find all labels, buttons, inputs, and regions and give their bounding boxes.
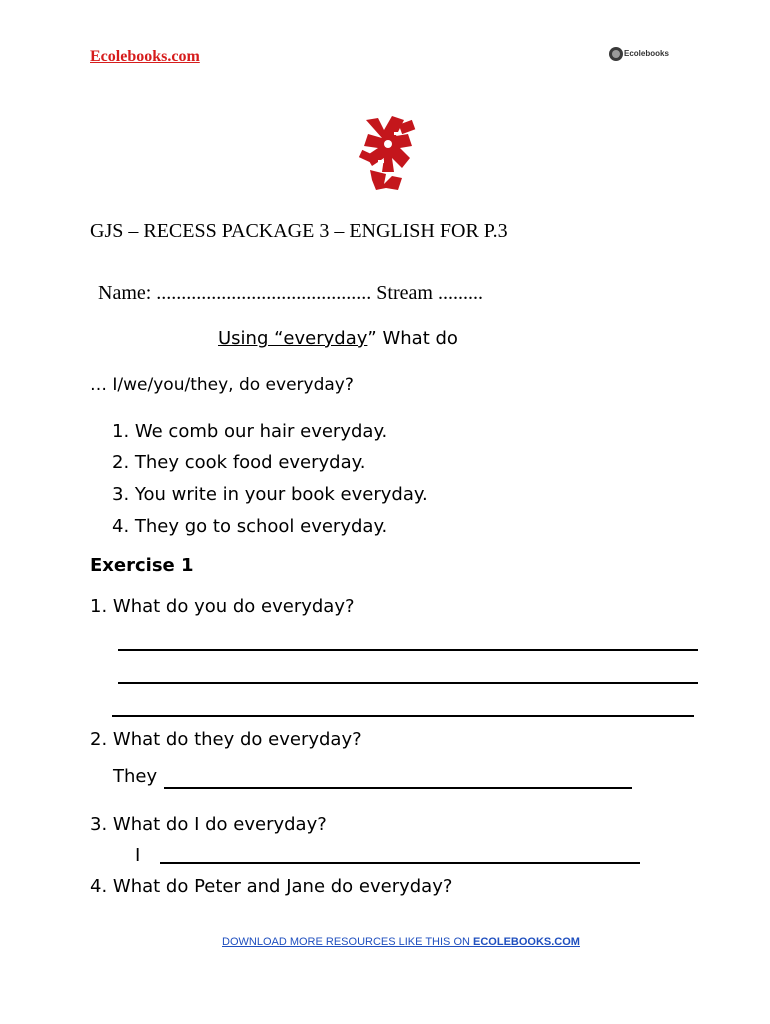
footer-link[interactable]: ECOLEBOOKS.COM [473, 936, 580, 948]
answer-prefix: I [135, 845, 141, 866]
exercise-title: Exercise 1 [90, 555, 194, 576]
ecolebooks-logo [608, 46, 669, 64]
exercise-question: 1. What do you do everyday? [90, 596, 355, 617]
name-stream-line: Name: ........................................... Stream ......... [98, 282, 483, 304]
site-link[interactable]: Ecolebooks.com [90, 48, 200, 65]
lesson-heading [218, 328, 458, 349]
page-title: GJS – RECESS PACKAGE 3 – ENGLISH FOR P.3 [90, 220, 508, 242]
footer-text: DOWNLOAD MORE RESOURCES LIKE THIS ON [222, 936, 474, 948]
school-crest-icon [356, 114, 426, 192]
footer-download-link[interactable] [222, 936, 580, 948]
lesson-question: … I/we/you/they, do everyday? [90, 375, 354, 395]
exercise-question: 2. What do they do everyday? [90, 729, 362, 750]
logo-icon [608, 46, 624, 62]
exercise-question: 3. What do I do everyday? [90, 814, 327, 835]
answer-line[interactable] [118, 649, 698, 651]
answer-prefix: They [113, 766, 158, 787]
example-item: 1. We comb our hair everyday. [112, 421, 388, 442]
example-item: 4. They go to school everyday. [112, 516, 388, 537]
answer-line[interactable] [112, 715, 694, 717]
example-item: 3. You write in your book everyday. [112, 484, 428, 505]
answer-line[interactable] [164, 787, 632, 789]
answer-line[interactable] [160, 862, 640, 864]
heading-underlined: Using “everyday [218, 328, 368, 349]
exercise-question: 4. What do Peter and Jane do everyday? [90, 876, 453, 897]
example-item: 2. They cook food everyday. [112, 452, 366, 473]
answer-line[interactable] [118, 682, 698, 684]
heading-rest: ” What do [367, 328, 458, 349]
logo-text: Ecolebooks [624, 49, 669, 58]
